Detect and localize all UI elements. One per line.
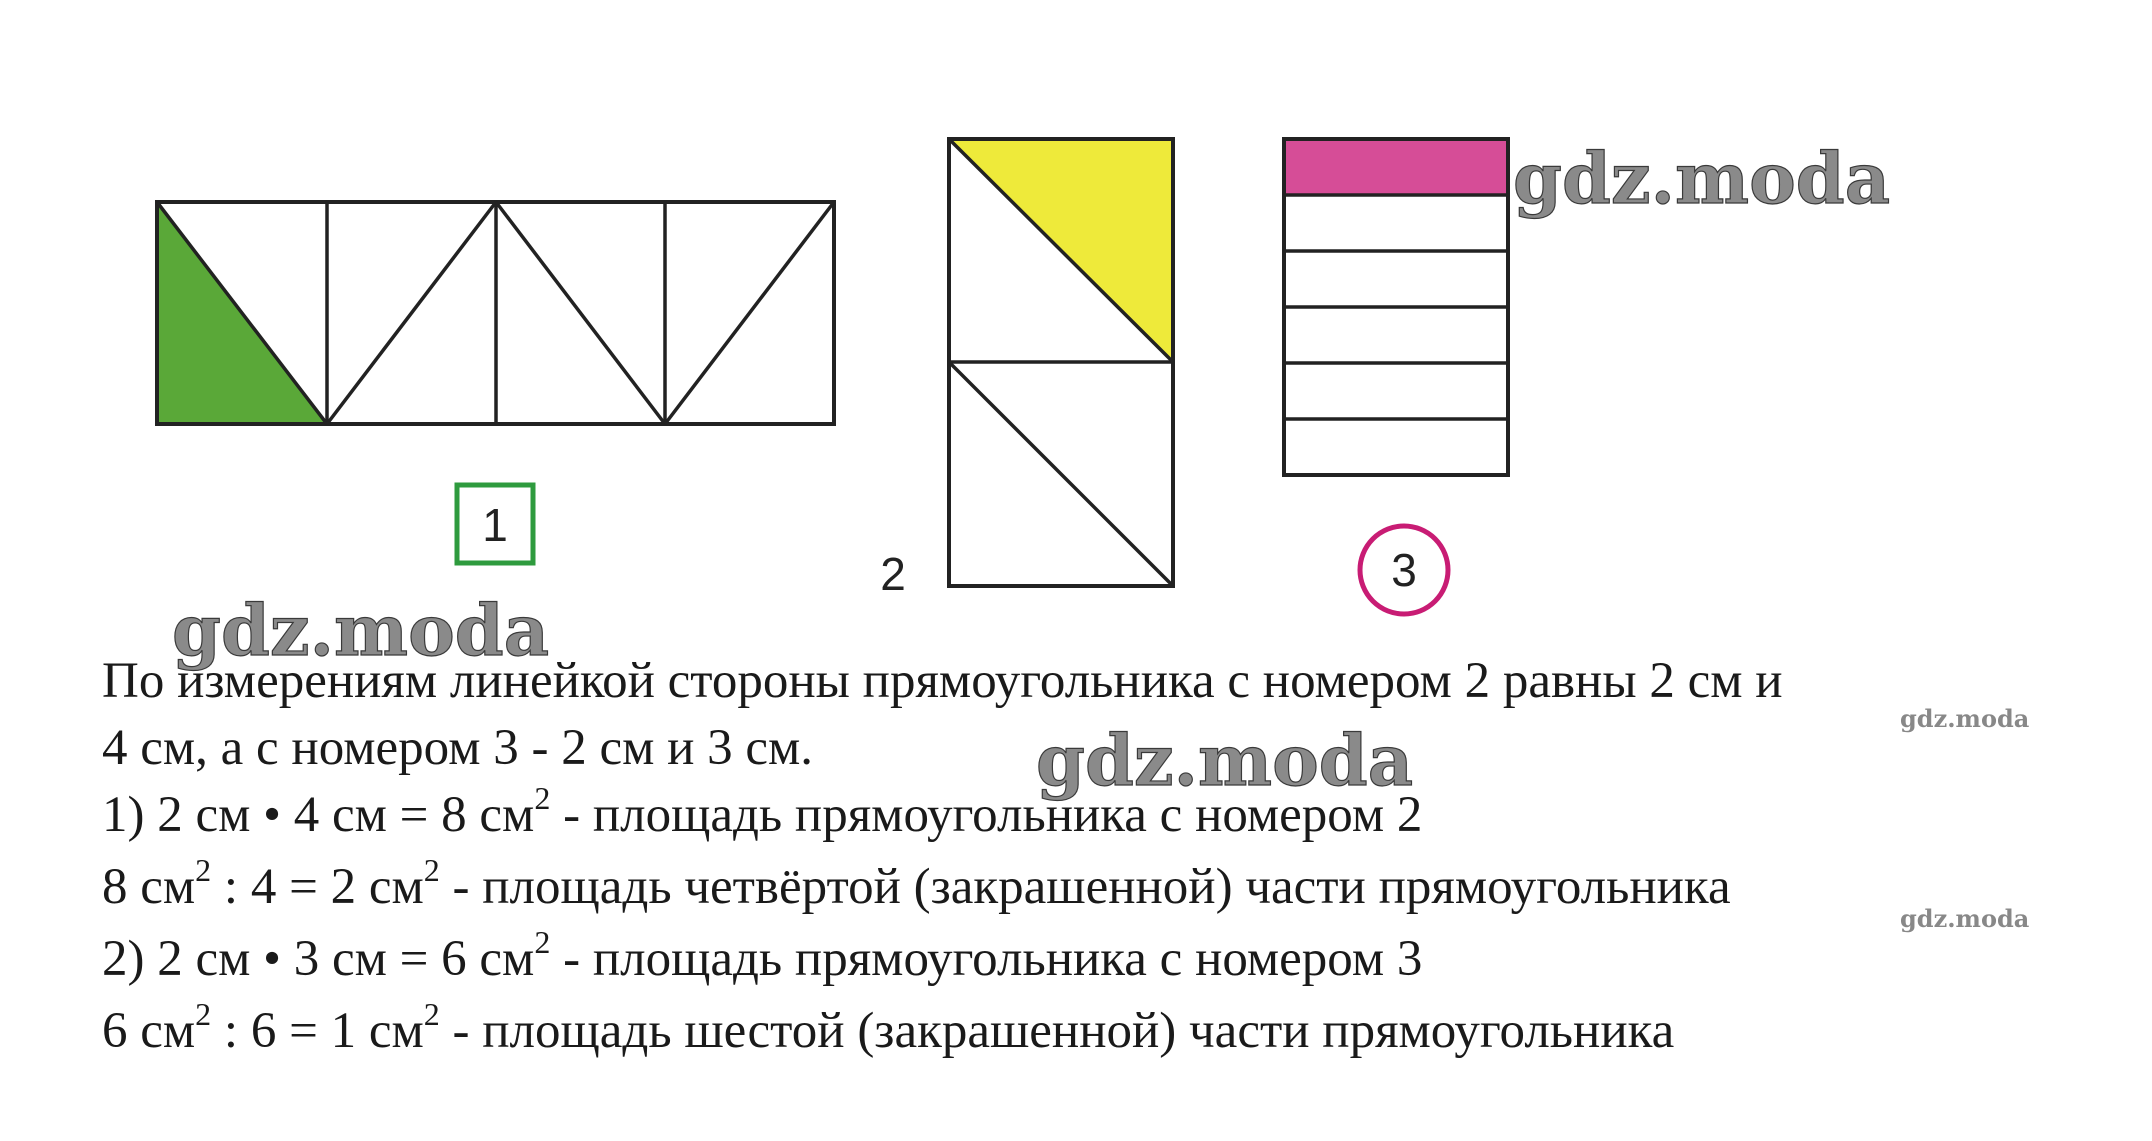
step-2-expression-b: : 4 = 2 см <box>211 859 424 915</box>
watermark-logo: gdz.moda <box>1513 137 1891 220</box>
figure-3 <box>1284 139 1508 614</box>
figure-1-diagonal <box>665 202 834 424</box>
figure-1 <box>157 202 834 563</box>
step-2-description: - площадь четвёртой (закрашенной) части прямоугольника <box>439 859 1731 915</box>
step-4-expression-b: : 6 = 1 см <box>211 1003 424 1059</box>
step-3-exponent: 2 <box>534 924 551 960</box>
step-4-expression-a: 6 см <box>102 1003 196 1059</box>
step-1-expression: 1) 2 см • 4 см = 8 см <box>102 787 535 843</box>
solution-intro-line-2 <box>102 715 2102 782</box>
solution-step-4 <box>102 998 2102 1070</box>
watermark-logo: gdz.moda <box>1036 719 1414 802</box>
solution-step-3 <box>102 926 2102 998</box>
step-4-exponent-b: 2 <box>423 996 440 1032</box>
figure-1-number: 1 <box>482 499 508 551</box>
watermark-logo: gdz.moda <box>172 589 550 672</box>
figure-2-number: 2 <box>880 548 906 600</box>
step-3-expression: 2) 2 см • 3 см = 6 см <box>102 931 535 987</box>
solution-intro-line-1 <box>102 648 2102 715</box>
figure-2-diagonal <box>949 362 1173 586</box>
step-2-exponent-a: 2 <box>195 852 212 888</box>
solution-step-1 <box>102 782 2102 854</box>
figure-1-diagonal <box>327 202 496 424</box>
solution-text <box>102 648 2102 1070</box>
figure-1-diagonal <box>496 202 665 424</box>
watermark-logo-small: gdz.moda <box>1900 704 2030 733</box>
figure-3-number: 3 <box>1391 544 1417 596</box>
step-4-exponent-a: 2 <box>195 996 212 1032</box>
solution-step-2 <box>102 854 2102 926</box>
solution-intro-1: По измерениям линейкой стороны прямоугольника с номером 2 равны 2 см и <box>102 653 1783 709</box>
step-1-description: - площадь прямоугольника с номером 2 <box>550 787 1423 843</box>
step-1-exponent: 2 <box>534 780 551 816</box>
step-3-description: - площадь прямоугольника с номером 3 <box>550 931 1423 987</box>
step-2-expression-a: 8 см <box>102 859 196 915</box>
figure-2 <box>880 139 1173 600</box>
step-2-exponent-b: 2 <box>423 852 440 888</box>
step-4-description: - площадь шестой (закрашенной) части прямоугольника <box>439 1003 1675 1059</box>
solution-intro-2: 4 см, а с номером 3 - 2 см и 3 см. <box>102 720 814 776</box>
watermark-logo-small: gdz.moda <box>1900 904 2030 933</box>
figure-3-shaded-strip <box>1284 139 1508 195</box>
